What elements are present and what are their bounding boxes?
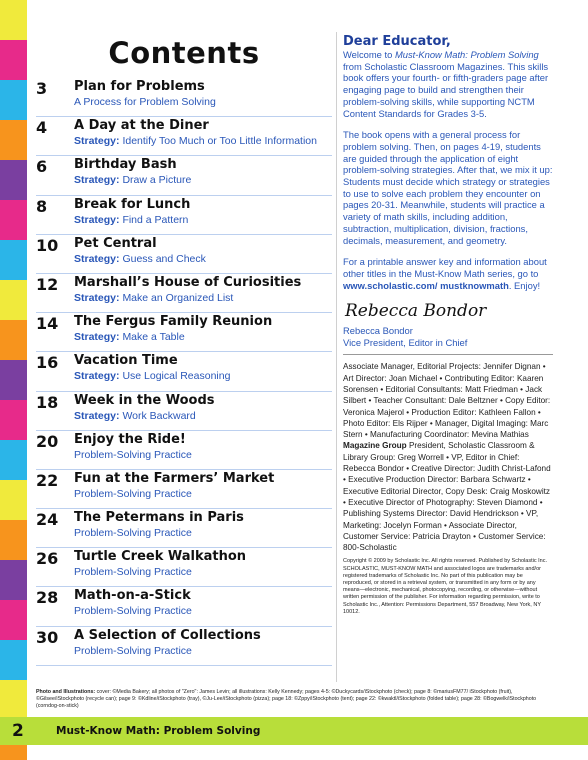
entry-subtitle-text: Work Backward — [122, 409, 196, 422]
entry-subtitle-text: Make a Table — [122, 331, 185, 344]
entry-title: Enjoy the Ride! — [74, 431, 186, 447]
entry-title: Week in the Woods — [74, 392, 215, 408]
entry-text — [74, 78, 332, 116]
entry-page-number: 28 — [36, 588, 59, 608]
entry-text — [74, 548, 332, 586]
entry-title: Plan for Problems — [74, 79, 205, 94]
entry-text — [74, 196, 332, 234]
entry-subtitle — [74, 291, 332, 306]
entry-title: Birthday Bash — [74, 157, 177, 173]
strategy-label: Strategy: — [74, 174, 120, 187]
entry-subtitle — [74, 448, 332, 463]
entry-text — [74, 627, 332, 665]
entry-title: Turtle Creek Walkathon — [74, 549, 247, 565]
stripe-block — [0, 400, 27, 440]
contents-entry[interactable] — [36, 156, 332, 195]
magazine-group: Magazine Group — [343, 441, 407, 451]
entry-text — [74, 156, 332, 194]
entry-text — [74, 274, 332, 312]
entry-title: A Day at the Diner — [74, 118, 209, 134]
entry-subtitle — [74, 604, 332, 619]
entry-subtitle-text: Problem-Solving Practice — [74, 566, 192, 579]
stripe-block — [0, 360, 27, 400]
strategy-label: Strategy: — [74, 370, 120, 383]
staff-credits — [343, 361, 553, 553]
staff-text-2: President, Scholastic Classroom & Library Group: Greg Worrell • VP, Editor in Chief: Rebecca Bondor • Creative Director: Judith Christ-Lafond • Executive Production Director: Barbara Schwartz • Executive Editorial Director, Copy Desk: Craig Moskowitz • Executive Director of Photography: Steven Diamond • Publishing Systems Director: David Hendrickson • VP, Marketing: Jocelyn Forman • Associate Director, Customer Service: Patricia Drayton • Customer Service: 800-Scholastic — [343, 441, 551, 553]
entry-subtitle-text: Use Logical Reasoning — [122, 370, 231, 383]
column-divider — [336, 32, 337, 682]
entry-title: The Fergus Family Reunion — [74, 314, 273, 330]
stripe-block — [0, 640, 27, 680]
entry-subtitle-text: Problem-Solving Practice — [74, 644, 192, 657]
entry-text — [74, 470, 332, 508]
contents-list — [36, 78, 332, 666]
photo-credits — [36, 689, 560, 710]
stripe-block — [0, 80, 27, 120]
entry-page-number: 3 — [36, 79, 48, 98]
entry-text — [74, 587, 332, 625]
entry-text — [74, 392, 332, 430]
contents-entry[interactable] — [36, 196, 332, 235]
entry-title: Fun at the Farmers’ Market — [74, 470, 275, 486]
signer-name: Rebecca Bondor — [343, 325, 413, 337]
book-title: Must-Know Math: Problem Solving — [394, 49, 539, 60]
entry-subtitle — [74, 565, 332, 580]
contents-entry[interactable] — [36, 274, 332, 313]
entry-subtitle — [74, 487, 332, 502]
stripe-block — [0, 200, 27, 240]
contents-entry[interactable] — [36, 352, 332, 391]
entry-page-number: 12 — [36, 274, 59, 294]
stripe-block — [0, 240, 27, 280]
entry-subtitle-text: Guess and Check — [122, 252, 206, 265]
entry-subtitle-text: Identify Too Much or Too Little Information — [122, 135, 317, 148]
stripe-block — [0, 40, 27, 80]
stripe-block — [0, 520, 27, 560]
stripe-block — [0, 480, 27, 520]
strategy-label: Strategy: — [74, 252, 120, 265]
website-link[interactable]: www.scholastic.com/ mustknowmath — [343, 279, 509, 291]
entry-subtitle — [74, 330, 332, 345]
entry-title: Marshall’s House of Curiosities — [74, 274, 302, 290]
stripe-block — [0, 120, 27, 160]
entry-text — [74, 235, 332, 273]
entry-subtitle-text: Problem-Solving Practice — [74, 448, 192, 461]
page-number: 2 — [12, 721, 24, 741]
entry-subtitle-text: Problem-Solving Practice — [74, 527, 192, 540]
entry-subtitle-text: Problem-Solving Practice — [74, 487, 192, 500]
entry-subtitle-text: Find a Pattern — [122, 213, 189, 226]
stripe-block — [0, 320, 27, 360]
contents-column — [36, 36, 332, 666]
entry-text — [74, 352, 332, 390]
strategy-label: Strategy: — [74, 135, 120, 148]
copyright-notice: Copyright © 2009 by Scholastic Inc. All rights reserved. Published by Scholastic Inc. SCHOLASTIC, MUST-KNOW MATH and associated logos are trademarks and/or registered trademarks of Scholastic Inc. No part of this publication may be reproduced, or stored in a retrieval system, or transmitted in any form or by any means—electronic, mechanical, photocopying, recording, or otherwise—without written permission of the publisher. For information regarding permission, write to Scholastic Inc., Attention: Permissions Department, 557 Broadway, New York, NY 10012. — [343, 558, 547, 615]
color-stripe — [0, 0, 27, 745]
strategy-label: Strategy: — [74, 213, 120, 226]
entry-subtitle-text: Problem-Solving Practice — [74, 605, 192, 618]
answer-key-end: . Enjoy! — [508, 279, 541, 291]
entry-title: A Selection of Collections — [74, 627, 261, 643]
entry-subtitle — [74, 526, 332, 541]
entry-page-number: 10 — [36, 235, 59, 255]
entry-subtitle-text: Draw a Picture — [122, 174, 192, 187]
contents-heading: Contents — [108, 36, 260, 70]
contents-entry[interactable] — [36, 470, 332, 509]
contents-entry[interactable] — [36, 117, 332, 156]
footer-title: Must-Know Math: Problem Solving — [56, 725, 261, 737]
contents-entry[interactable] — [36, 78, 332, 117]
entry-text — [74, 313, 332, 351]
contents-entry[interactable] — [36, 392, 332, 431]
entry-page-number: 6 — [36, 157, 48, 177]
entry-page-number: 26 — [36, 549, 59, 569]
entry-subtitle-text: A Process for Problem Solving — [74, 96, 216, 108]
credits-label: Photo and Illustrations: — [36, 689, 96, 695]
entry-page-number: 18 — [36, 392, 59, 412]
strategy-label: Strategy: — [74, 331, 120, 344]
entry-subtitle — [74, 644, 332, 659]
entry-subtitle — [74, 213, 332, 228]
stripe-block — [0, 0, 27, 40]
entry-subtitle-text: Make an Organized List — [122, 291, 234, 304]
entry-page-number: 24 — [36, 510, 59, 530]
entry-title: The Petermans in Paris — [74, 510, 244, 526]
intro-paragraph — [343, 49, 553, 119]
entry-page-number: 16 — [36, 353, 59, 373]
entry-page-number: 30 — [36, 627, 59, 647]
contents-entry[interactable] — [36, 627, 332, 666]
signer-role: Vice President, Editor in Chief — [343, 336, 468, 348]
entry-subtitle — [74, 173, 332, 188]
intro-text-2: from Scholastic Classroom Magazines. This skills book offers your fourth- or fifth-graders page after engaging page to build and strengthen their problem-solving skills, while supporting NCTM Content Standards for Grades 3-5. — [343, 60, 549, 119]
staff-text-1: Associate Manager, Editorial Projects: Jennifer Dignan • Art Director: Joan Michael • Contributing Editor: Kaaren Sorensen • Editorial Consultants: Matt Friedman • Jack Silbert • Teacher Consultant: Dale Beltzner • Copy Editor: Veronica Majerol • Production Editor: Kathleen Fallon • Photo Editor: Els Rijper • Manager, Digital Imaging: Marc Stern • Manufacturing Coordinator: Mevina Mathias — [343, 362, 551, 440]
entry-title: Break for Lunch — [74, 196, 191, 212]
contents-entry[interactable] — [36, 548, 332, 587]
entry-page-number: 8 — [36, 196, 48, 216]
strategy-label: Strategy: — [74, 409, 120, 422]
letter-column — [343, 34, 553, 616]
entry-text — [74, 509, 332, 547]
contents-entry[interactable] — [36, 313, 332, 352]
stripe-block — [0, 160, 27, 200]
entry-subtitle — [74, 95, 332, 110]
contents-entry[interactable] — [36, 431, 332, 470]
entry-text — [74, 117, 332, 155]
contents-entry[interactable] — [36, 509, 332, 548]
footer-bar — [0, 717, 588, 745]
entry-page-number: 4 — [36, 118, 48, 138]
entry-subtitle — [74, 252, 332, 267]
intro-text: Welcome to — [343, 49, 395, 60]
signature: Rebecca Bondor — [345, 301, 487, 322]
greeting: Dear Educator, — [343, 34, 451, 49]
entry-title: Vacation Time — [74, 353, 178, 369]
entry-title: Math-on-a-Stick — [74, 588, 191, 604]
entry-subtitle — [74, 369, 332, 384]
stripe-block — [0, 280, 27, 320]
stripe-block — [0, 560, 27, 600]
entry-page-number: 20 — [36, 431, 59, 451]
contents-entry[interactable] — [36, 587, 332, 626]
contents-entry[interactable] — [36, 235, 332, 274]
stripe-block — [0, 680, 27, 720]
answer-key-paragraph — [343, 256, 553, 291]
separator — [343, 354, 553, 355]
entry-subtitle — [74, 409, 332, 424]
entry-title: Pet Central — [74, 235, 157, 251]
answer-key-text: For a printable answer key and information about other titles in the Must-Know Math series, go to — [343, 256, 547, 279]
entry-text — [74, 431, 332, 469]
credits-text: cover: ©Media Bakery; all photos of "Zero": James Levin; all illustrations: Kelly Kennedy; pages 4-5: ©Duckycards/iStockphoto (check); page 8: ©mariusFM77/ iStockphoto (fruit), ©Gilsee/iStockphoto (recycle can); page 9: ©Kdline/iStockphoto (tray), ©Ju-Lee/iStockphoto (pizza); page 18: ©Zppy/iStockphoto (tent); page 22: ©kwaktl/iStockphoto (folded table); page 28: ©Bogwelk/iStockphoto (corndog-on-stick) — [36, 689, 537, 709]
overview-paragraph: The book opens with a general process for problem solving. Then, on pages 4-19, students are guided through the application of eight problem-solving strategies. After that, we mix it up: Students must decide which strategy or strategies to use to solve each problem they encounter on pages 20-31. Meanwhile, students will practice a variety of math skills, including addition, subtraction, multiplication, division, fractions, decimals, measurement, and geometry. — [343, 129, 553, 246]
stripe-block — [0, 600, 27, 640]
entry-subtitle — [74, 134, 332, 149]
stripe-block — [0, 440, 27, 480]
strategy-label: Strategy: — [74, 291, 120, 304]
entry-page-number: 22 — [36, 470, 59, 490]
entry-page-number: 14 — [36, 314, 59, 334]
